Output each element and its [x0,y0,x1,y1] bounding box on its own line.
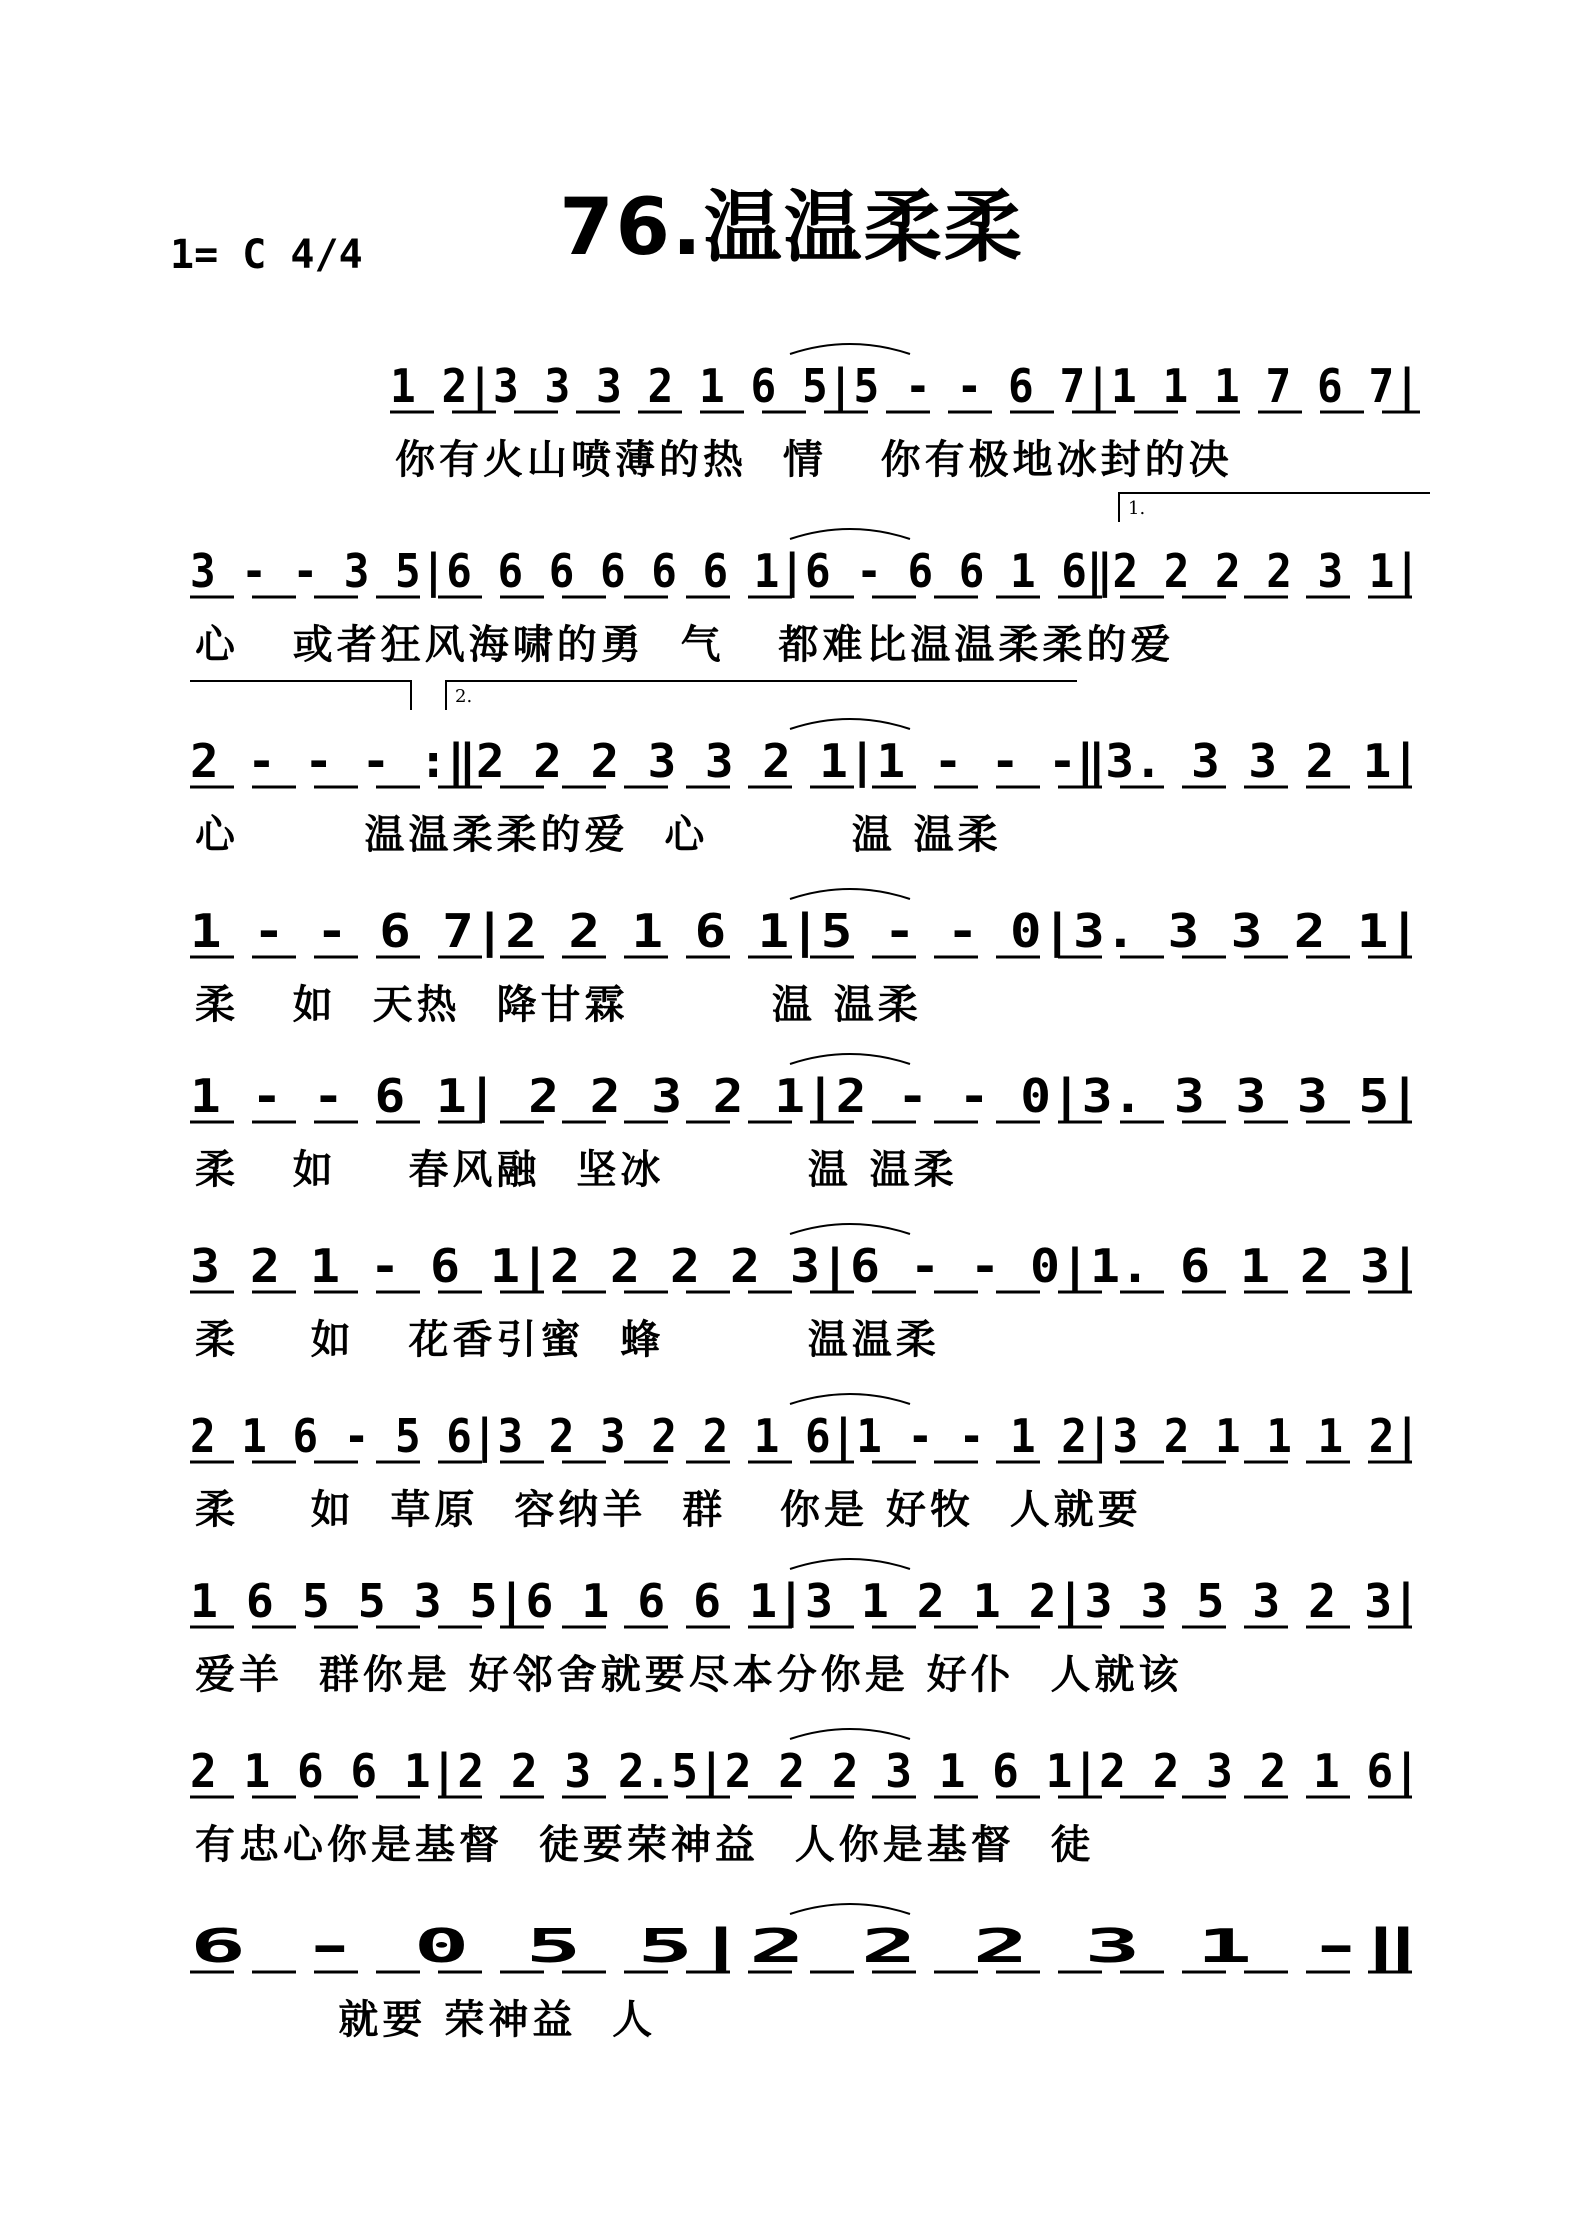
volta-first-end [190,680,412,710]
volta-first [1118,492,1430,522]
lyrics-line: 柔 如 花香引蜜 蜂 温温柔 [195,1317,940,1363]
notation-svg [190,525,1520,615]
tie-arc [790,344,910,354]
notation-svg [390,340,1498,430]
tie-arc [790,1904,910,1914]
lyrics-line: 你有火山喷薄的热 情 你有极地冰封的决 [395,437,1233,483]
tie-arc [790,529,910,539]
notation-svg [190,885,1440,975]
volta-second [445,680,1077,710]
notation-text: 1 6 5 5 3 5|6 1 6 6 1|3 1 2 1 2|3 3 5 3 2 3| [190,1574,1409,1628]
notation-line [190,1555,1443,1645]
lyrics-line: 柔 如 天热 降甘霖 温 温柔 [195,982,922,1028]
notation-line [190,1050,1443,1140]
notation-text: 2 1 6 6 1|2 2 3 2.5|2 2 2 3 1 6 1|2 2 3 2 1 6| [190,1744,1464,1798]
score-row [0,340,1583,510]
score-row [0,715,1583,885]
notation-text: 1 2|3 3 3 2 1 6 5|5 - - 6 7|1 1 1 7 6 7| [390,359,1498,413]
score-row [0,885,1583,1055]
notation-text: 1 - - 6 1| 2 2 3 2 1|2 - - 0|3. 3 3 3 5| [190,1069,1298,1123]
notation-svg [190,715,1440,805]
notation-svg [190,1050,1440,1140]
score-row [0,1725,1583,1895]
tie-arc [790,1559,910,1569]
notation-text: 6 - 0 5 5|2 2 2 3 1 -‖ [190,1919,800,1973]
notation-text: 2 - - - :‖2 2 2 3 3 2 1|1 - - -‖3. 3 3 2 1| [190,734,1381,788]
score-row [0,525,1583,695]
page-title: 76.温温柔柔 [559,183,1024,273]
volta-second-label: 2. [455,686,473,707]
score-row [0,1900,1583,2070]
tie-arc [790,1729,910,1739]
tie-arc [790,1394,910,1404]
score-row [0,1220,1583,1390]
notation-svg [190,1555,1440,1645]
score-row [0,1555,1583,1725]
lyrics-line: 心 温温柔柔的爱 心 温 温柔 [195,812,1002,858]
lyrics-line: 心 或者狂风海啸的勇 气 都难比温温柔柔的爱 [195,622,1175,668]
notation-line [190,1900,1443,1990]
notation-text: 3 - - 3 5|6 6 6 6 6 6 1|6 - 6 6 1 6‖2 2 2 2 3 1| [190,544,1520,598]
notation-svg [190,1900,1440,1990]
notation-svg [190,1725,1464,1815]
notation-svg [190,1390,1520,1480]
notation-line [390,340,1498,430]
volta-first-label: 1. [1128,498,1146,519]
notation-line [190,1725,1464,1815]
lyrics-line: 就要 荣神益 人 [195,1997,657,2043]
notation-line [190,1390,1520,1480]
notation-line [190,715,1443,805]
tie-arc [790,889,910,899]
notation-text: 3 2 1 - 6 1|2 2 2 2 3|6 - - 0|1. 6 1 2 3| [190,1239,1326,1293]
notation-text: 2 1 6 - 5 6|3 2 3 2 2 1 6|1 - - 1 2|3 2 1 1 1 2| [190,1409,1520,1463]
lyrics-line: 有忠心你是基督 徒要荣神益 人你是基督 徒 [195,1822,1095,1868]
score-row [0,1390,1583,1560]
tie-arc [790,719,910,729]
notation-svg [190,1220,1440,1310]
key-signature: 1= C 4/4 [170,232,363,278]
notation-line [190,885,1443,975]
tie-arc [790,1054,910,1064]
lyrics-line: 柔 如 春风融 坚冰 温 温柔 [195,1147,958,1193]
tie-arc [790,1224,910,1234]
lyrics-line: 柔 如 草原 容纳羊 群 你是 好牧 人就要 [195,1487,1142,1533]
notation-line [190,1220,1443,1310]
lyrics-line: 爱羊 群你是 好邻舍就要尽本分你是 好仆 人就该 [195,1652,1183,1698]
score-row [0,1050,1583,1220]
notation-line [190,525,1520,615]
notation-text: 1 - - 6 7|2 2 1 6 1|5 - - 0|3. 3 3 2 1| [190,904,1271,958]
